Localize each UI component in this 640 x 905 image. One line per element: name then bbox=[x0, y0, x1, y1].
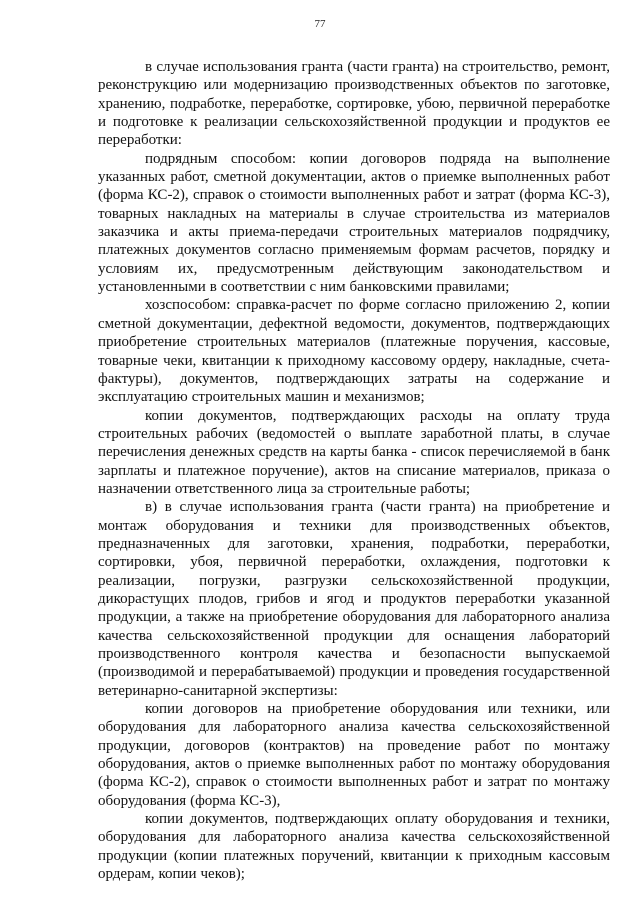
paragraph-grant-construction: в случае использования гранта (части гранта) на строительство, ремонт, реконструкцию или модернизацию производственных объектов по заготовке, хранению, подработке, переработке, сортировке, убою, первичной переработке и подготовке к реализации сельскохозяйственной продукции и продуктов ее переработки: bbox=[98, 59, 610, 149]
paragraph-payment-documents: копии документов, подтверждающих оплату оборудования и техники, оборудования для лабораторного анализа качества сельскохозяйственной продукции (копии платежных поручений, квитанции к приходным кассовым ордерам, копии чеков); bbox=[98, 811, 610, 883]
document-body bbox=[98, 58, 610, 883]
page-number: 77 bbox=[314, 18, 326, 30]
paragraph-labor-costs: копии документов, подтверждающих расходы на оплату труда строительных рабочих (ведомостей о выплате заработной платы, в случае перечисления денежных средств на карты банка - список перечисляемой в банк зарплаты и платежное поручение), актов на списание материалов, приказа о назначении ответственного лица за строительные работы; bbox=[98, 407, 610, 497]
paragraph-grant-equipment: в) в случае использования гранта (части гранта) на приобретение и монтаж оборудования и техники для производственных объектов, предназначенных для заготовки, хранения, подработки, переработки, сортировки, убоя, первичной переработки, охлаждения, подготовки к реализации, погрузки, разгрузки сельскохозяйственной продукции, дикорастущих плодов, грибов и ягод и продуктов переработки указанной продукции, а также на приобретение оборудования для лабораторного анализа качества сельскохозяйственной продукции для оснащения лабораторий производственного контроля качества и безопасности выпускаемой (производимой и перерабатываемой) продукции и проведения государственной ветеринарно-санитарной экспертизы: bbox=[98, 499, 610, 699]
paragraph-own-method: хозспособом: справка-расчет по форме согласно приложению 2, копии сметной документации, дефектной ведомости, документов, подтверждающих приобретение строительных материалов (платежные поручения, кассовые, товарные чеки, квитанции к приходному кассовому ордеру, накладные, счета-фактуры), документов, подтверждающих затраты на содержание и эксплуатацию строительных машин и механизмов; bbox=[98, 297, 610, 406]
paragraph-equipment-contracts: копии договоров на приобретение оборудования или техники, или оборудования для лабораторного анализа качества сельскохозяйственной продукции, договоров (контрактов) на проведение работ по монтажу оборудования, актов о приемке выполненных работ по монтажу оборудования (форма КС-2), справок о стоимости выполненных работ и затрат по монтажу оборудования (форма КС-3), bbox=[98, 701, 610, 809]
paragraph-contract-method: подрядным способом: копии договоров подряда на выполнение указанных работ, сметной документации, актов о приемке выполненных работ (форма КС-2), справок о стоимости выполненных работ и затрат (форма КС-3), товарных накладных на материалы в случае строительства из материалов заказчика и акты приема-передачи строительных материалов подрядчику, платежных документов согласно применяемым формам расчетов, порядку и условиям их, предусмотренным действующим законодательством и установленными в соответствии с ним банковскими правилами; bbox=[98, 150, 610, 296]
